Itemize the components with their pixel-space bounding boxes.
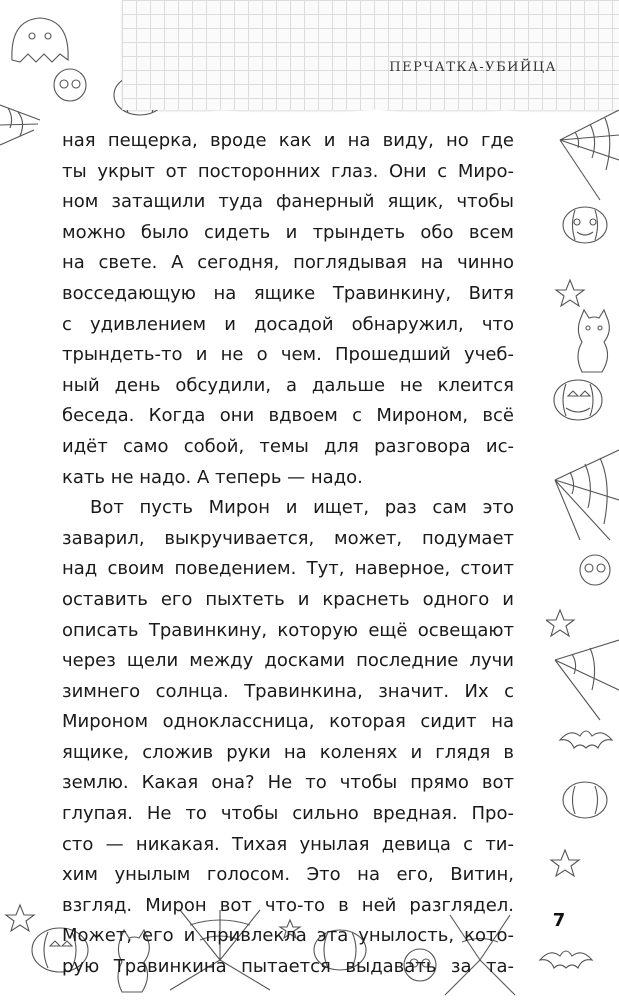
text-line: землю. Какая она? Не то чтобы прямо вот (62, 772, 514, 794)
text-line: зимнего солнца. Травинкина, значит. Их с (62, 680, 514, 702)
text-line: кать не надо. А теперь — надо. (62, 466, 363, 488)
bat-icon (560, 731, 612, 748)
text-line: над своим поведением. Тут, наверное, стоит (62, 558, 514, 580)
text-line: оставить его пыхтеть и краснеть одного и (62, 588, 514, 610)
cat-icon (578, 310, 609, 372)
text-line: ный день обсудили, а дальше не клеится (62, 374, 514, 396)
spiderweb-icon (555, 640, 619, 720)
spiderweb-icon (0, 105, 40, 145)
text-line: ная пещерка, вроде как и на виду, но где (62, 130, 514, 151)
star-icon (551, 850, 579, 876)
text-line: трындеть-то и не о чем. Прошедший учеб- (62, 344, 514, 366)
text-line: Мироном одноклассница, которая сидит на (62, 711, 514, 733)
text-line: беседа. Когда они вдвоем с Мироном, всё (62, 405, 514, 427)
text-line: восседающую на ящике Травинкину, Витя (62, 282, 514, 304)
text-line: описать Травинкину, которую ещё освещают (62, 619, 514, 641)
star-icon (556, 280, 584, 306)
skull-icon (54, 69, 86, 101)
text-line: взгляд. Мирон вот что-то в ней разглядел. (62, 894, 514, 916)
text-line: через щели между досками последние лучи (62, 650, 514, 672)
body-text (62, 126, 514, 983)
ghost-icon (12, 18, 68, 62)
pumpkin-icon (563, 207, 607, 243)
text-line: ты укрыт от посторонних глаз. Они с Миро- (62, 160, 514, 182)
text-line: ящике, сложив руки на коленях и глядя в (62, 741, 514, 763)
graph-paper-header (122, 0, 619, 110)
skull-icon (580, 555, 610, 585)
text-line: можно было сидеть и трындеть обо всем (62, 221, 514, 243)
text-line: ном затащили туда фанерный ящик, чтобы (62, 191, 514, 213)
text-line: рую Травинкина пытается выдавать за та- (62, 956, 514, 978)
running-title: ПЕРЧАТКА-УБИЙЦА (389, 60, 557, 75)
text-line: идёт само собой, темы для разговора ис- (62, 435, 514, 457)
pumpkin-icon (563, 782, 607, 818)
page-number: 7 (548, 908, 570, 934)
text-line: сто — никакая. Тихая унылая девица с ти- (62, 833, 514, 855)
text-line: глупая. Не то чтобы сильно вредная. Про- (62, 803, 514, 825)
spiderweb-icon (555, 450, 619, 540)
star-icon (546, 610, 574, 636)
text-line: на свете. А сегодня, поглядывая на чинно (62, 252, 514, 274)
text-line: Может, его и привлекла эта унылость, кото- (62, 925, 514, 947)
spiderweb-icon (560, 110, 619, 200)
text-line: с удивлением и досадой обнаружил, что (62, 313, 514, 335)
pumpkin-icon (554, 380, 602, 420)
text-line: хим унылым голосом. Это на его, Витин, (62, 864, 514, 886)
bat-icon (540, 951, 592, 968)
text-line: заварил, выкручивается, может, подумает (62, 527, 514, 549)
text-line: Вот пусть Мирон и ищет, раз сам это (90, 497, 514, 519)
